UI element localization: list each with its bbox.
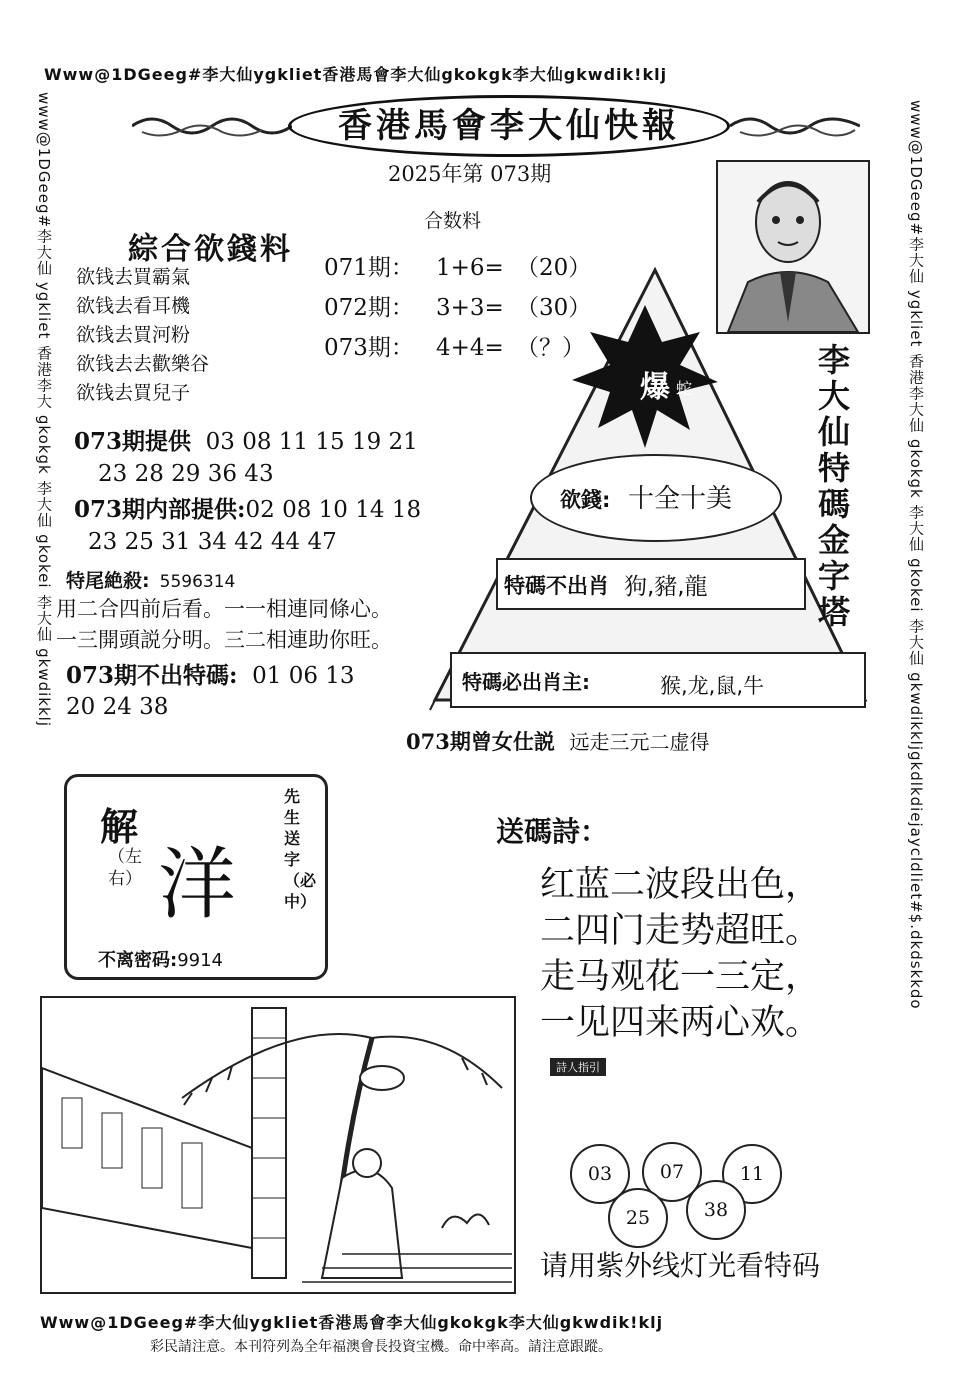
internal-numbers: 23 25 31 34 42 44 47 [88, 529, 337, 555]
must-appear-label: 特碼必出肖主: [462, 670, 590, 694]
pyramid-money-value: 十全十美 [628, 484, 733, 514]
riddle-main-char: 洋 [158, 840, 237, 930]
sum-expr: 3+3= [436, 295, 504, 321]
money-item: 欲钱去買兒子 [76, 382, 191, 404]
riddle-jie-sub: （左右） [108, 847, 142, 889]
send-poem-line: 红蓝二波段出色， [540, 865, 821, 905]
number-ball: 03 [570, 1144, 630, 1204]
internal-numbers: 02 08 10 14 18 [245, 497, 422, 523]
provide-block [74, 426, 418, 490]
number-ball: 11 [722, 1144, 782, 1204]
poem-line: 用二合四前后看。一一相連同條心。 [56, 597, 392, 621]
right-border-text: www@1DGeeg#李大仙 ygkliet 香港李大仙 gkokgk 李大仙 gkokei 李大仙 gkwdikkljgkdlkdiejaycldliet#$.dkdskkdo [907, 100, 925, 1010]
sum-result: （？） [516, 335, 585, 361]
no-special-label: 073期不出特碼: [66, 662, 238, 689]
no-special-numbers: 20 24 38 [66, 694, 169, 720]
sum-period: 073期： [324, 335, 414, 361]
internal-line [74, 494, 421, 526]
sum-period: 072期： [324, 295, 414, 321]
pyramid-side-title: 李大仙特碼金字塔 [818, 341, 851, 631]
money-item: 欲钱去買河粉 [76, 324, 191, 346]
riddle-code [98, 946, 223, 972]
money-heading: 綜合欲錢料 [128, 232, 293, 267]
sum-expr: 4+4= [436, 335, 504, 361]
send-poem-line: 二四门走势超旺。 [540, 911, 821, 951]
internal-label: 073期内部提供: [74, 496, 246, 523]
riddle-code-value: 9914 [177, 950, 224, 971]
sum-period: 071期： [324, 255, 414, 281]
zeng-value: 远走三元二虚得 [569, 730, 710, 754]
burst-text: 爆 [640, 370, 670, 405]
money-list [76, 263, 209, 408]
poem-stamp: 詩人指引 [550, 1058, 606, 1076]
burst-subtext: 蛇 [676, 379, 693, 398]
money-item: 欲钱去去歡樂谷 [76, 353, 210, 375]
money-item: 欲钱去看耳機 [76, 295, 191, 317]
riddle-jie: 解 [100, 804, 139, 849]
sum-result: （30） [516, 295, 592, 321]
bottom-border-text: Www@1DGeeg#李大仙ygkliet香港馬會李大仙gkokgk李大仙gkwdik!klj [40, 1313, 664, 1332]
tail-kill-value: 5596314 [159, 572, 236, 592]
not-appear-value: 狗,豬,龍 [624, 574, 708, 600]
not-appear-label: 特碼不出肖 [504, 574, 609, 598]
page-title-text: 香港馬會李大仙快報 [338, 106, 680, 146]
sum-expr: 1+6= [436, 255, 504, 281]
number-ball: 38 [686, 1180, 746, 1240]
poem-block [56, 594, 392, 656]
subtitle: 合数料 [424, 210, 482, 232]
footer-note: 彩民請注意。本刊符列為全年福澳會長投資宝機。命中率高。請注意跟蹤。 [150, 1339, 612, 1355]
provide-label: 073期提供 [74, 428, 192, 455]
zeng-label: 073期曾女仕説 [406, 729, 555, 754]
send-poem-line: 一见四来两心欢。 [540, 1003, 821, 1043]
no-special-line [66, 660, 355, 692]
illustration [40, 996, 516, 1294]
uv-light-note: 请用紫外线灯光看特码 [540, 1249, 821, 1282]
page-title [288, 95, 730, 157]
send-poem-heading: 送碼詩： [496, 815, 609, 848]
must-appear-value: 猴,龙,鼠,牛 [660, 674, 765, 698]
number-ball: 25 [608, 1188, 668, 1248]
left-border-text: www@1DGeeg#李大仙 ygkliet 香港李大 gkokgk 李大仙 gkokei 李大仙 gkwdikklj [35, 92, 53, 727]
riddle-side-label: 先生送字（必中） [284, 787, 317, 911]
header-ornament-right [730, 110, 860, 142]
send-poem-lines [540, 862, 820, 1046]
tail-kill [66, 566, 235, 593]
no-special-line [66, 692, 355, 723]
send-poem-line: 走马观花一三定， [540, 957, 821, 997]
tail-kill-label: 特尾絶殺: [66, 570, 150, 592]
riddle-code-label: 不离密码: [98, 950, 178, 971]
internal-line [74, 526, 421, 558]
provide-line [74, 426, 418, 458]
issue-number: 2025年第 073期 [388, 162, 552, 186]
provide-line [74, 458, 418, 490]
zeng-block [406, 726, 710, 756]
pyramid-money-label: 欲錢: [560, 488, 611, 512]
number-ball: 07 [642, 1142, 702, 1202]
no-special-numbers: 01 06 13 [252, 663, 355, 689]
header-ornament-left [132, 110, 292, 142]
no-special-block [66, 660, 355, 723]
internal-block [74, 494, 421, 558]
provide-numbers: 03 08 11 15 19 21 [205, 429, 418, 455]
poem-line: 一三開頭説分明。三二相連助你旺。 [56, 628, 392, 652]
money-item: 欲钱去買霸氣 [76, 266, 191, 288]
provide-numbers: 23 28 29 36 43 [98, 461, 274, 487]
sum-result: （20） [516, 255, 592, 281]
top-border-text: Www@1DGeeg#李大仙ygkliet香港馬會李大仙gkokgk李大仙gkwdik!klj [44, 65, 668, 84]
